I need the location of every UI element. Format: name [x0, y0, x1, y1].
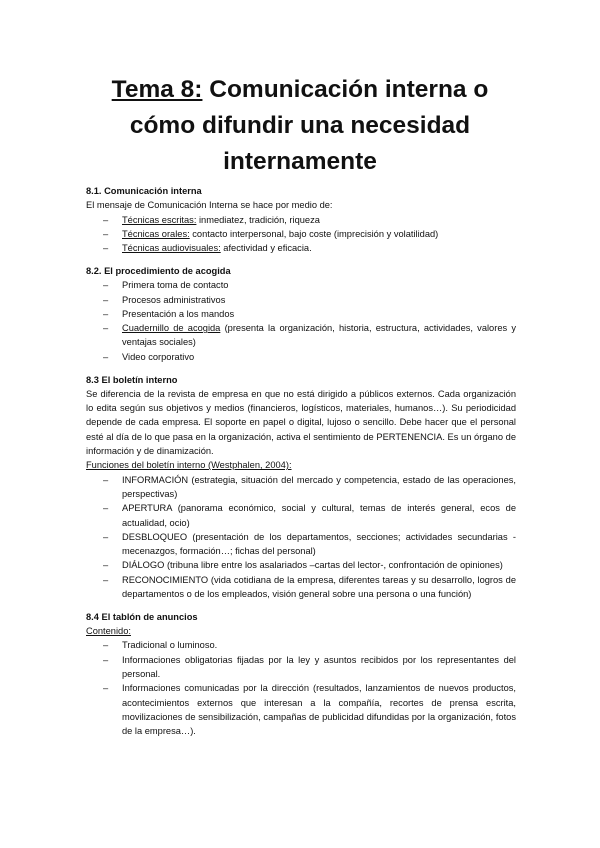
- title-prefix: Tema 8:: [111, 76, 203, 103]
- section-paragraph: Se diferencia de la revista de empresa en que no está dirigido a públicos externos. Cada organización lo edita según sus objetivos y medios (financieros, logísticos, materiales, humanos…). Su periodicidad depende de cada empresa. El soporte en papel o digital, lujoso o sencillo. Debe hacer que el personal esté al día de lo que pasa en la organización, activa el sentimiento de PERTENENCIA. Es un órgano de información y de dinamización.: [86, 388, 516, 457]
- list-item-label: Técnicas orales:: [122, 228, 190, 239]
- list-item-text: INFORMACIÓN (estrategia, situación del mercado y competencia, estado de las operaciones, perspectivas): [122, 474, 516, 499]
- list-item: [122, 321, 516, 350]
- list-item-text: inmediatez, tradición, riqueza: [196, 214, 320, 225]
- title-line-1: [40, 72, 560, 108]
- list-item-text: DESBLOQUEO (presentación de los departamentos, secciones; actividades secundarias -mecenazgos, formación…; fichas del personal): [122, 531, 516, 557]
- section-8-2: [86, 264, 516, 364]
- list-item: [122, 278, 516, 292]
- list-item: [122, 501, 516, 530]
- list-item-text: RECONOCIMIENTO (vida cotidiana de la empresa, diferentes tareas y su desarrollo, logros de departamentos o de los empleados, visión general sobre una persona o una función): [122, 574, 516, 600]
- list-item-text: Procesos administrativos: [122, 294, 226, 305]
- list-item-text: Informaciones obligatorias fijadas por la ley y asuntos recibidos por los representantes del personal.: [122, 654, 516, 679]
- list-item: [122, 241, 516, 255]
- section-intro: El mensaje de Comunicación Interna se hace por medio de:: [86, 200, 333, 211]
- bullet-list: [86, 278, 516, 364]
- list-item-text: APERTURA (panorama económico, social y cultural, temas de interés general, ecos de actualidad, ocio): [122, 503, 516, 528]
- section-subheading: Funciones del boletín interno (Westphalen, 2004):: [86, 460, 292, 471]
- title-line-1-rest: Comunicación interna o: [202, 76, 489, 103]
- section-8-3: [86, 373, 516, 602]
- list-item-text: (presenta la organización, historia, estructura, actividades, valores y ventajas sociales): [122, 323, 516, 348]
- list-item: [122, 473, 516, 502]
- list-item: [122, 681, 516, 738]
- list-item: [122, 558, 516, 572]
- list-item: [122, 573, 516, 602]
- list-item-text: Tradicional o luminoso.: [122, 640, 218, 651]
- bullet-list: [86, 213, 516, 256]
- title-line-2: cómo difundir una necesidad: [129, 112, 471, 139]
- list-item: [122, 653, 516, 682]
- document-body: [86, 184, 516, 738]
- list-item-text: Video corporativo: [122, 351, 195, 362]
- list-item-text: Primera toma de contacto: [122, 280, 229, 291]
- title-line-3: internamente: [223, 148, 377, 175]
- section-8-4: [86, 610, 516, 739]
- section-heading: 8.3 El boletín interno: [86, 374, 178, 385]
- list-item-text: afectividad y eficacia.: [220, 243, 312, 254]
- list-item: [122, 213, 516, 227]
- list-item: [122, 530, 516, 559]
- section-8-1: [86, 184, 516, 255]
- section-subheading: Contenido:: [86, 626, 131, 637]
- list-item: [122, 293, 516, 307]
- bullet-list: [86, 638, 516, 738]
- list-item-text: contacto interpersonal, bajo coste (imprecisión y volatilidad): [189, 228, 439, 239]
- section-heading: 8.4 El tablón de anuncios: [86, 611, 198, 622]
- list-item-label: Cuadernillo de acogida: [122, 323, 221, 334]
- list-item: [122, 638, 516, 652]
- list-item: [122, 350, 516, 364]
- list-item-label: Técnicas escritas:: [122, 214, 197, 225]
- list-item-text: Presentación a los mandos: [122, 308, 235, 319]
- list-item-text: DIÁLOGO (tribuna libre entre los asalariados –cartas del lector-, confrontación de opiniones): [122, 560, 503, 571]
- list-item: [122, 307, 516, 321]
- section-heading: 8.1. Comunicación interna: [86, 186, 202, 196]
- section-heading: 8.2. El procedimiento de acogida: [86, 265, 231, 276]
- list-item-text: Informaciones comunicadas por la dirección (resultados, lanzamientos de nuevos productos, acontecimientos externos que interesan a la compañía, recortes de prensa escrita, movilizaciones de sensibilización, campañas de publicidad difundidas por la organización, fotos de la empresa…).: [122, 683, 516, 737]
- bullet-list: [86, 473, 516, 602]
- list-item: [122, 227, 516, 241]
- page-title: [40, 72, 560, 180]
- list-item-label: Técnicas audiovisuales:: [122, 243, 221, 254]
